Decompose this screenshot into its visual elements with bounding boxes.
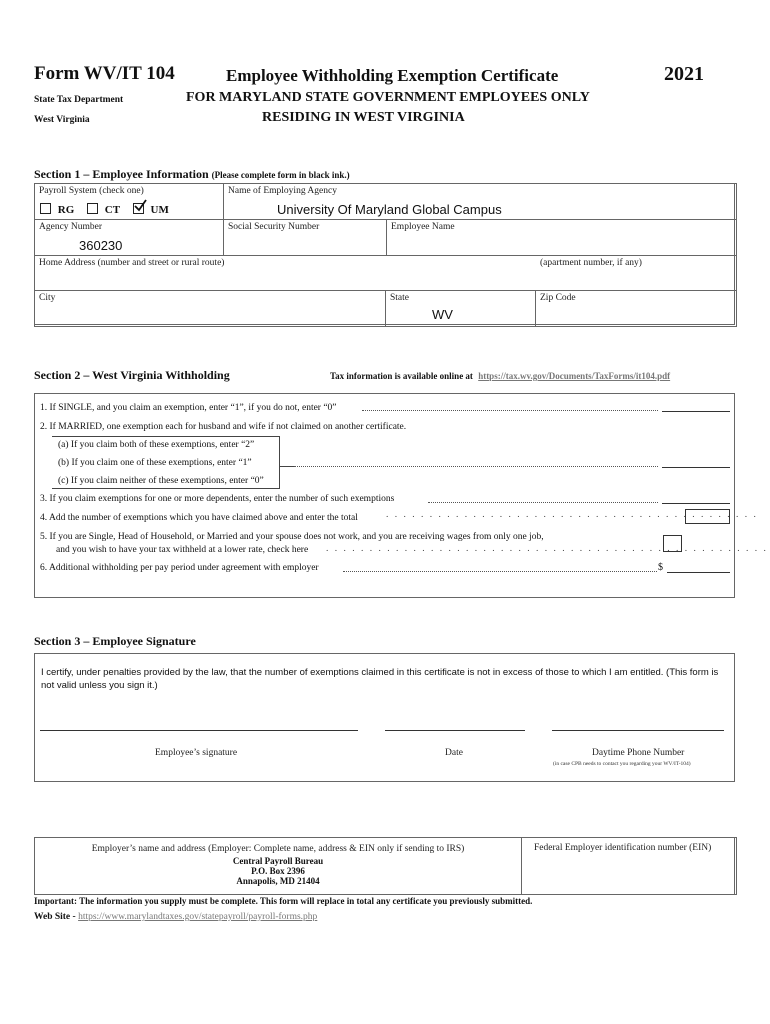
ct-label: CT — [104, 204, 121, 216]
zip-cell[interactable] — [535, 290, 737, 327]
employer-cell — [34, 837, 522, 895]
line-2b: (b) If you claim one of these exemptions, enter “1” — [58, 458, 252, 468]
state-cell — [385, 290, 536, 327]
website-label: Web Site - — [34, 912, 76, 922]
line-1-leader — [362, 410, 658, 411]
dollar-sign: $ — [658, 562, 663, 573]
date-line[interactable] — [385, 730, 525, 731]
line-2-field[interactable] — [662, 457, 730, 468]
rg-label: RG — [57, 204, 75, 216]
section2-title: Section 2 – West Virginia Withholding — [34, 368, 230, 382]
address-cell[interactable] — [34, 255, 737, 291]
subtitle-2: RESIDING IN WEST VIRGINIA — [262, 110, 465, 125]
important-note: Important: The information you supply must be complete. This form will replace in total any certificate you previously submitted. — [34, 896, 533, 906]
ssn-cell[interactable] — [223, 219, 387, 256]
employer-label: Employer’s name and address (Employer: Complete name, address & EIN only if sending to IRS) — [91, 844, 465, 854]
section3-box — [34, 653, 735, 782]
employer-name: Central Payroll Bureau — [232, 856, 324, 866]
checkmark-icon — [133, 199, 147, 213]
line-5-leader: . . . . . . . . . . . . . . . . . . . . . . . . . . . . . . . . . . . . . . . . . . . . . . . . . . . — [326, 544, 768, 554]
section3-title: Section 3 – Employee Signature — [34, 634, 196, 648]
state-tax-dept: State Tax Department — [34, 95, 124, 105]
line-3-field[interactable] — [662, 493, 730, 504]
ssn-label: Social Security Number — [228, 222, 320, 232]
line-4: 4. Add the number of exemptions which you have claimed above and enter the total — [40, 513, 358, 523]
certify-text: I certify, under penalties provided by the law, that the number of exemptions claimed in this certificate is not in excess of those to which I am entitled. (This form is not valid unless you sign it.) — [41, 667, 719, 691]
employee-name-label: Employee Name — [391, 222, 455, 232]
state-name: West Virginia — [34, 115, 90, 125]
form-id: Form WV/IT 104 — [34, 63, 175, 84]
line-4-field[interactable] — [685, 509, 730, 524]
line-3: 3. If you claim exemptions for one or more dependents, enter the number of such exemptions — [40, 494, 395, 504]
city-label: City — [39, 293, 56, 303]
employer-city: Annapolis, MD 21404 — [236, 876, 320, 886]
ein-cell[interactable] — [521, 837, 737, 895]
line-6: 6. Additional withholding per pay period under agreement with employer — [40, 563, 319, 573]
employer-po: P.O. Box 2396 — [251, 866, 305, 876]
line-2-connector — [280, 466, 294, 467]
signature-line[interactable] — [40, 730, 358, 731]
agency-number-label: Agency Number — [39, 222, 103, 232]
signature-label: Employee’s signature — [155, 748, 238, 758]
rg-checkbox[interactable] — [40, 203, 51, 214]
line-2c: (c) If you claim neither of these exemptions, enter “0” — [58, 476, 264, 486]
agency-name-value[interactable]: University Of Maryland Global Campus — [277, 202, 502, 217]
ct-checkbox[interactable] — [87, 203, 98, 214]
employer-box — [34, 837, 735, 895]
phone-note: (in case CPB needs to contact you regarding your WV/IT-104) — [553, 761, 691, 767]
line-6-leader — [343, 571, 657, 572]
line-4-leader: . . . . . . . . . . . . . . . . . . . . . . . . . . . . . . . . . . . . . . . . . . . — [386, 510, 758, 520]
section1-note: (Please complete form in black ink.) — [211, 170, 350, 180]
line-1-field[interactable] — [662, 401, 730, 412]
line-1: 1. If SINGLE, and you claim an exemption, enter “1”, if you do not, enter “0” — [40, 403, 337, 413]
state-value[interactable]: WV — [432, 307, 453, 322]
um-label: UM — [150, 204, 169, 216]
agency-number-value[interactable]: 360230 — [79, 238, 123, 253]
phone-line[interactable] — [552, 730, 724, 731]
subtitle-1: FOR MARYLAND STATE GOVERNMENT EMPLOYEES ONLY — [186, 90, 590, 105]
agency-number-cell — [34, 219, 224, 256]
payroll-options — [40, 203, 169, 216]
website-link[interactable]: https://www.marylandtaxes.gov/statepayroll/payroll-forms.php — [78, 912, 318, 922]
ein-label: Federal Employer identification number (EIN) — [534, 843, 712, 853]
form-year: 2021 — [664, 63, 704, 85]
address-label: Home Address (number and street or rural route) — [39, 258, 225, 268]
line-5a: 5. If you are Single, Head of Household, or Married and your spouse does not work, and you are receiving wages from only one job, — [40, 532, 544, 542]
city-cell[interactable] — [34, 290, 386, 327]
employee-name-cell[interactable] — [386, 219, 737, 256]
website — [34, 912, 317, 922]
section1-heading — [34, 167, 350, 182]
date-label: Date — [445, 748, 463, 758]
phone-label: Daytime Phone Number — [592, 748, 685, 758]
line-2-leader — [294, 466, 658, 467]
payroll-label: Payroll System (check one) — [39, 186, 144, 196]
um-checkbox[interactable] — [133, 203, 144, 214]
tax-info-text: Tax information is available online at — [330, 371, 473, 381]
form-title: Employee Withholding Exemption Certificate — [226, 66, 559, 85]
line-2: 2. If MARRIED, one exemption each for husband and wife if not claimed on another certificate. — [40, 422, 407, 432]
zip-label: Zip Code — [540, 293, 576, 303]
apartment-label: (apartment number, if any) — [540, 258, 642, 268]
agency-name-cell — [223, 183, 737, 220]
line-5b: and you wish to have your tax withheld at a lower rate, check here — [56, 545, 309, 555]
tax-info-link[interactable]: https://tax.wv.gov/Documents/TaxForms/it104.pdf — [478, 371, 671, 381]
payroll-cell — [34, 183, 224, 220]
tax-info — [330, 371, 670, 381]
section1-title: Section 1 – Employee Information — [34, 167, 209, 181]
agency-name-label: Name of Employing Agency — [228, 186, 337, 196]
line-2a: (a) If you claim both of these exemptions, enter “2” — [58, 440, 255, 450]
section1-table — [34, 183, 735, 325]
line-3-leader — [428, 502, 658, 503]
line-5-checkbox[interactable] — [663, 535, 682, 552]
state-label: State — [390, 293, 409, 303]
line-6-field[interactable] — [667, 562, 730, 573]
